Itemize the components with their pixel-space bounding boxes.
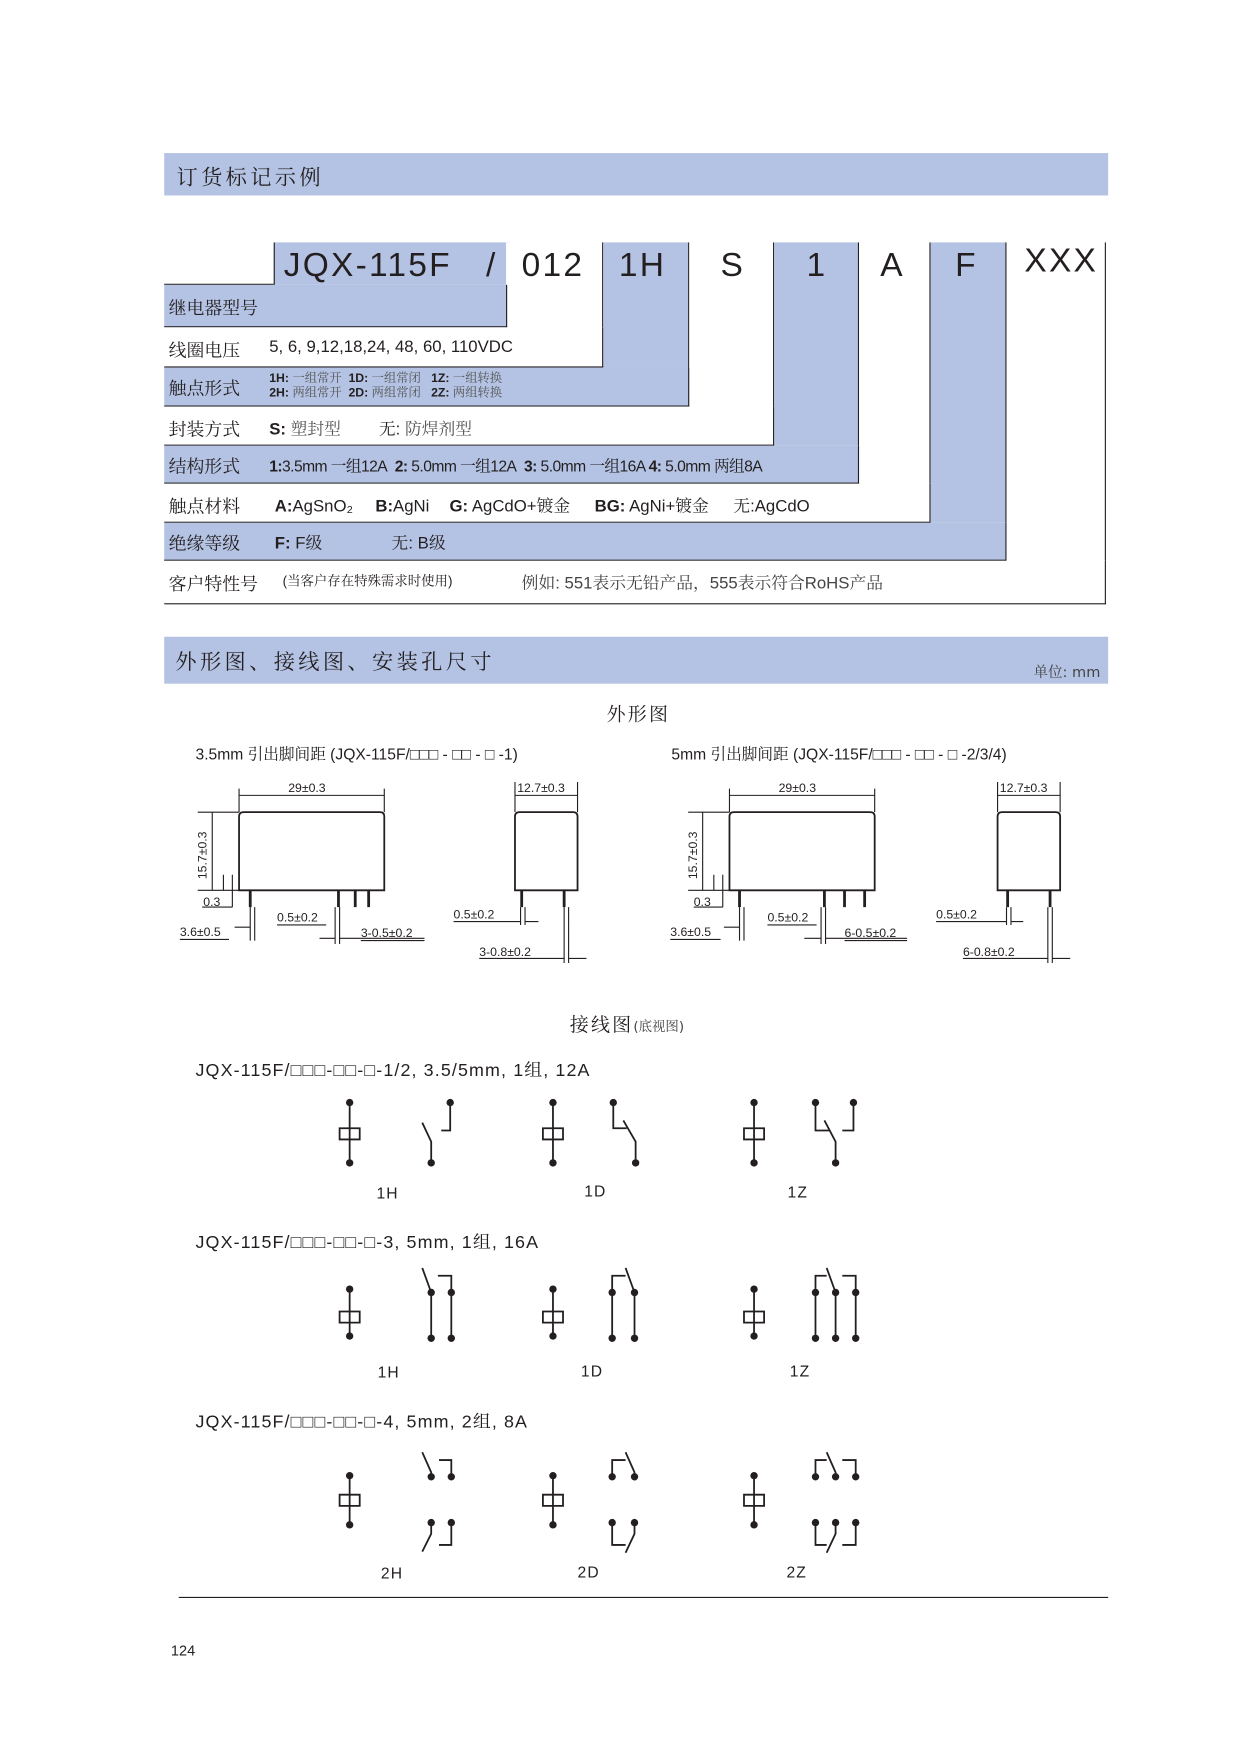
terminal-dot bbox=[832, 1519, 839, 1526]
wiring-1Z bbox=[744, 1103, 853, 1163]
terminal-dot bbox=[852, 1335, 859, 1342]
section-title: 外形图、接线图、安装孔尺寸 bbox=[175, 650, 495, 675]
dim-width: 12.7±0.3 bbox=[999, 781, 1048, 796]
wiring-type-label: 2H bbox=[380, 1563, 404, 1582]
option-value: AgNi+镀金 bbox=[629, 497, 709, 517]
option-value: 一组常闭 bbox=[371, 371, 421, 386]
dim-pin: 0.5±0.2 bbox=[277, 910, 318, 925]
option-key: A: bbox=[274, 497, 293, 517]
option-value: 3.5mm 一组12A bbox=[282, 456, 388, 475]
option-key: F: bbox=[274, 533, 291, 553]
right-front-view bbox=[670, 781, 907, 944]
terminal-dot bbox=[447, 1099, 454, 1106]
terminal-dot bbox=[812, 1519, 819, 1526]
terminal-dot bbox=[750, 1285, 757, 1292]
option-value: 5.0mm 两组8A bbox=[665, 456, 763, 475]
dim-side-pins: 3-0.8±0.2 bbox=[479, 945, 531, 960]
terminal-dot bbox=[832, 1289, 839, 1296]
wiring-1Z bbox=[744, 1268, 856, 1338]
terminal-dot bbox=[346, 1159, 353, 1166]
wiring-type-label: 1Z bbox=[787, 1183, 809, 1201]
row-label: 封装方式 bbox=[168, 418, 241, 441]
dim-height: 15.7±0.3 bbox=[195, 831, 210, 880]
voltage-options: 5, 6, 9,12,18,24, 48, 60, 110VDC bbox=[269, 337, 513, 357]
option-key: 无: bbox=[733, 497, 755, 517]
wiring-1D bbox=[543, 1103, 636, 1163]
wiring-1D bbox=[543, 1268, 635, 1338]
wiring-2H bbox=[340, 1452, 452, 1551]
row-label: 线圈电压 bbox=[168, 339, 241, 361]
terminal-dot bbox=[608, 1289, 615, 1296]
option-key: 1D: bbox=[348, 371, 369, 386]
terminal-dot bbox=[850, 1099, 857, 1106]
terminal-dot bbox=[428, 1473, 435, 1480]
row-label: 绝缘等级 bbox=[168, 532, 241, 555]
option-key: 2Z: bbox=[431, 386, 450, 400]
option-value: 塑封型 bbox=[290, 420, 341, 440]
terminal-dot bbox=[812, 1335, 819, 1342]
option-value: AgCdO bbox=[754, 497, 810, 517]
option-value: AgSnO₂ bbox=[292, 497, 354, 517]
terminal-dot bbox=[549, 1332, 556, 1339]
custom-note: (当客户存在特殊需求时使用) bbox=[282, 573, 453, 589]
option-key: 1Z: bbox=[431, 371, 450, 386]
option-key: B: bbox=[375, 497, 394, 517]
terminal-dot bbox=[346, 1285, 353, 1292]
code-contact: 1H bbox=[618, 246, 667, 284]
terminal-dot bbox=[608, 1335, 615, 1342]
wiring-2D bbox=[543, 1452, 635, 1553]
option-key: BG: bbox=[594, 497, 626, 517]
terminal-dot bbox=[346, 1332, 353, 1339]
dim-length: 29±0.3 bbox=[778, 781, 817, 796]
code-custom: XXX bbox=[1024, 242, 1099, 280]
terminal-dot bbox=[428, 1159, 435, 1166]
wiring-title-text: 接线图 bbox=[569, 1014, 634, 1037]
terminal-dot bbox=[549, 1472, 556, 1479]
terminal-dot bbox=[631, 1519, 638, 1526]
row-label: 触点材料 bbox=[168, 495, 241, 518]
left-front-view bbox=[180, 781, 425, 944]
terminal-dot bbox=[549, 1285, 556, 1292]
terminal-dot bbox=[832, 1159, 839, 1166]
option-key: 2H: bbox=[269, 386, 290, 400]
unit-label: 单位: mm bbox=[1033, 664, 1101, 682]
dim-gap: 0.3 bbox=[203, 894, 221, 909]
wiring-1H bbox=[340, 1103, 451, 1163]
wiring-note: (底视图) bbox=[633, 1018, 685, 1035]
code-slash: / bbox=[485, 246, 498, 284]
dim-length: 29±0.3 bbox=[288, 781, 326, 796]
terminal-dot bbox=[852, 1289, 859, 1296]
terminal-dot bbox=[631, 1473, 638, 1480]
terminal-dot bbox=[631, 1335, 638, 1342]
dim-pin: 0.5±0.2 bbox=[767, 910, 809, 925]
wiring-diagrams bbox=[340, 1103, 856, 1553]
custom-example: 例如: 551表示无铅产品，555表示符合RoHS产品 bbox=[521, 574, 883, 594]
dim-side-pins: 6-0.8±0.2 bbox=[962, 945, 1015, 960]
wiring-type-label: 1H bbox=[376, 1184, 399, 1202]
option-key: S: bbox=[269, 420, 286, 440]
wiring-type-label: 1D bbox=[584, 1181, 607, 1200]
terminal-dot bbox=[428, 1335, 435, 1342]
wiring-type-label: 1H bbox=[377, 1362, 400, 1381]
code-material: A bbox=[880, 246, 905, 284]
wiring-type-label: 1Z bbox=[789, 1361, 811, 1380]
option-value: 两组转换 bbox=[452, 386, 503, 400]
terminal-dot bbox=[750, 1472, 757, 1479]
left-side-view bbox=[454, 781, 587, 963]
terminal-dot bbox=[346, 1099, 353, 1106]
option-value: 两组常闭 bbox=[371, 386, 421, 400]
terminal-dot bbox=[608, 1473, 615, 1480]
option-key: G: bbox=[449, 497, 469, 517]
terminal-dot bbox=[428, 1289, 435, 1296]
terminal-dot bbox=[610, 1099, 617, 1106]
terminal-dot bbox=[448, 1335, 455, 1342]
left-caption: 3.5mm 引出脚间距 (JQX-115F/□□□ - □□ - □ -1) bbox=[195, 745, 518, 763]
option-key: 1: bbox=[269, 456, 283, 475]
terminal-dot bbox=[750, 1332, 757, 1339]
dim-height: 15.7±0.3 bbox=[686, 831, 701, 880]
terminal-dot bbox=[812, 1289, 819, 1296]
dim-gap: 0.3 bbox=[693, 894, 711, 909]
option-value: 一组常开 bbox=[292, 371, 342, 386]
terminal-dot bbox=[750, 1099, 757, 1106]
code-insulation: F bbox=[955, 246, 978, 284]
wiring-title bbox=[570, 1009, 684, 1037]
option-value: 防焊剂型 bbox=[404, 420, 473, 440]
terminal-dot bbox=[428, 1519, 435, 1526]
option-key: 无: bbox=[378, 420, 401, 440]
dim-pins: 3-0.5±0.2 bbox=[360, 926, 413, 941]
dim-side-pin: 0.5±0.2 bbox=[453, 907, 495, 922]
option-value: B级 bbox=[417, 533, 446, 553]
dim-side-pin: 0.5±0.2 bbox=[936, 907, 977, 922]
dim-pins: 6-0.5±0.2 bbox=[844, 926, 897, 941]
terminal-dot bbox=[832, 1473, 839, 1480]
terminal-dot bbox=[448, 1519, 455, 1526]
code-model: JQX-115F bbox=[283, 246, 452, 284]
terminal-dot bbox=[750, 1159, 757, 1166]
terminal-dot bbox=[608, 1519, 615, 1526]
code-package: S bbox=[720, 246, 746, 284]
wiring-1H bbox=[340, 1268, 452, 1338]
terminal-dot bbox=[852, 1519, 859, 1526]
right-caption: 5mm 引出脚间距 (JQX-115F/□□□ - □□ - □ -2/3/4) bbox=[671, 745, 1007, 763]
option-key: 3: bbox=[523, 456, 537, 475]
wiring-group-label: JQX-115F/□□□-□□-□-3, 5mm, 1组, 16A bbox=[195, 1233, 540, 1253]
code-structure: 1 bbox=[806, 246, 828, 284]
section-title: 订货标记示例 bbox=[176, 165, 324, 190]
option-key: 1H: bbox=[269, 371, 290, 386]
option-value: 5.0mm 一组16A bbox=[540, 456, 645, 475]
terminal-dot bbox=[346, 1521, 353, 1528]
option-key: 2D: bbox=[348, 386, 369, 400]
option-value: AgCdO+镀金 bbox=[471, 497, 571, 517]
terminal-dot bbox=[346, 1472, 353, 1479]
terminal-dot bbox=[549, 1521, 556, 1528]
terminal-dot bbox=[832, 1335, 839, 1342]
row-label: 触点形式 bbox=[168, 377, 241, 399]
terminal-dot bbox=[631, 1289, 638, 1296]
wiring-group-label: JQX-115F/□□□-□□-□-4, 5mm, 2组, 8A bbox=[195, 1413, 529, 1433]
row-label: 继电器型号 bbox=[168, 297, 259, 319]
terminal-dot bbox=[632, 1159, 639, 1166]
wiring-type-label: 1D bbox=[580, 1361, 604, 1380]
option-key: 2: bbox=[394, 456, 408, 475]
dim-width: 12.7±0.3 bbox=[517, 781, 565, 796]
option-key: 4: bbox=[648, 456, 662, 475]
dim-offset: 3.6±0.5 bbox=[179, 925, 221, 940]
page-number: 124 bbox=[170, 1642, 196, 1659]
terminal-dot bbox=[750, 1521, 757, 1528]
row-label: 客户特性号 bbox=[168, 573, 259, 595]
terminal-dot bbox=[448, 1289, 455, 1296]
terminal-dot bbox=[812, 1473, 819, 1480]
terminal-dot bbox=[549, 1099, 556, 1106]
terminal-dot bbox=[852, 1473, 859, 1480]
option-value: F级 bbox=[295, 533, 323, 553]
wiring-type-label: 2D bbox=[577, 1562, 600, 1581]
outline-title: 外形图 bbox=[606, 703, 671, 727]
terminal-dot bbox=[549, 1159, 556, 1166]
option-value: 两组常开 bbox=[292, 386, 342, 400]
wiring-2Z bbox=[744, 1452, 856, 1553]
option-value: AgNi bbox=[393, 497, 430, 517]
wiring-group-label: JQX-115F/□□□-□□-□-1/2, 3.5/5mm, 1组, 12A bbox=[195, 1061, 591, 1081]
code-voltage: 012 bbox=[521, 246, 585, 284]
row-label: 结构形式 bbox=[168, 455, 241, 478]
terminal-dot bbox=[812, 1099, 819, 1106]
option-value: 5.0mm 一组12A bbox=[411, 456, 517, 475]
option-value: 一组转换 bbox=[452, 371, 503, 386]
wiring-type-label: 2Z bbox=[786, 1562, 807, 1581]
option-key: 无: bbox=[391, 533, 413, 553]
terminal-dots bbox=[346, 1099, 859, 1529]
terminal-dot bbox=[448, 1473, 455, 1480]
right-side-view bbox=[936, 781, 1070, 963]
dim-offset: 3.6±0.5 bbox=[670, 925, 712, 940]
